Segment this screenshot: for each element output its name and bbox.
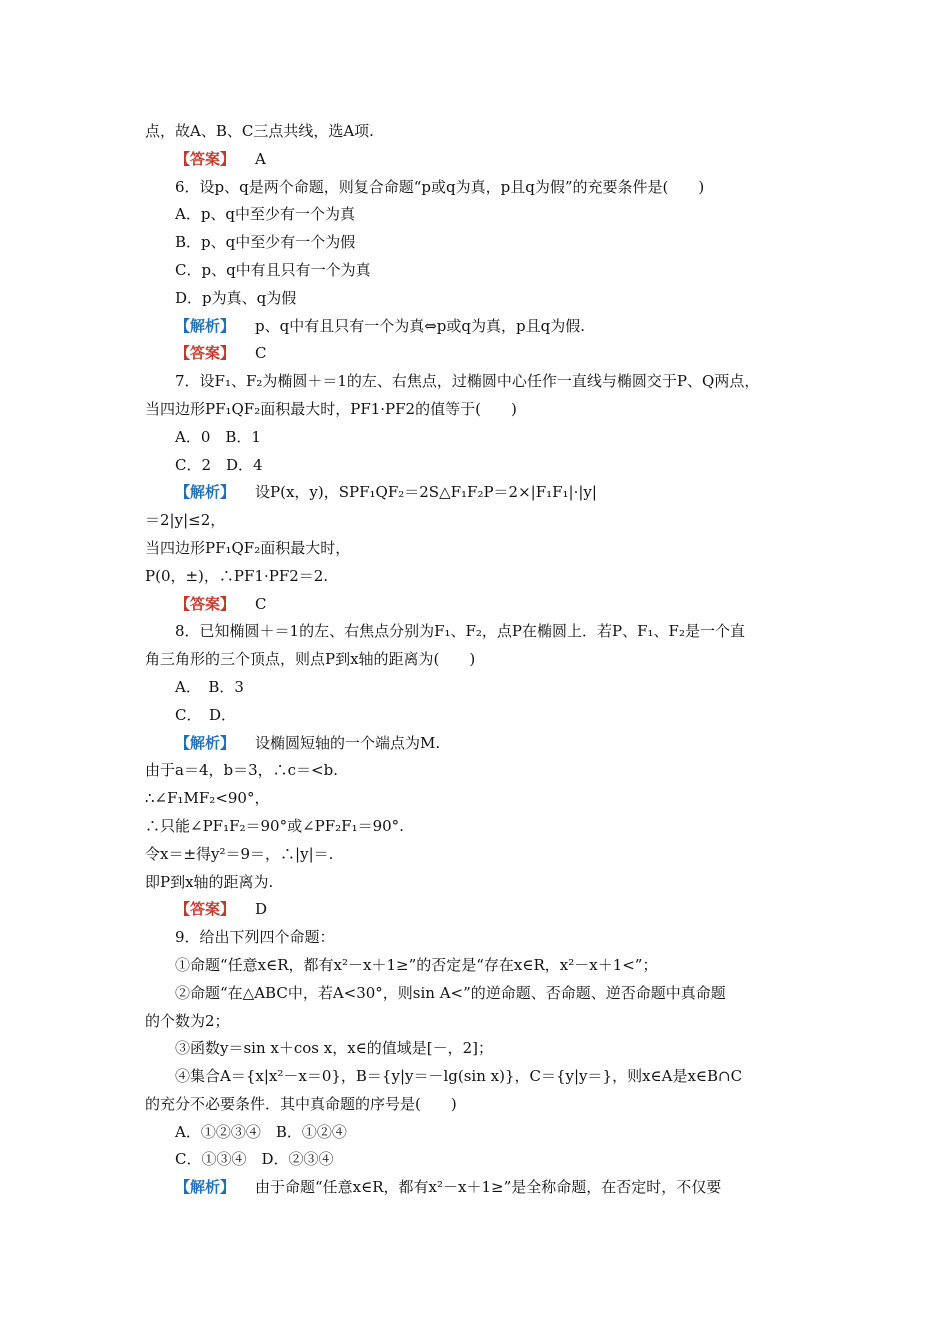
line-text: 8．已知椭圆＋＝1的左、右焦点分别为F₁、F₂，点P在椭圆上．若P、F₁、F₂是一个直	[175, 622, 745, 641]
text-line	[145, 424, 815, 452]
text-line	[145, 313, 815, 341]
text-line	[145, 1119, 815, 1147]
text-line	[145, 368, 815, 396]
line-text: ＝2|y|≤2，	[145, 511, 226, 530]
line-text: p、q中有且只有一个为真⇔p或q为真，p且q为假.	[255, 316, 585, 335]
document-body	[145, 118, 815, 1202]
text-line	[145, 646, 815, 674]
line-text: C． D．	[175, 705, 237, 724]
text-line	[145, 285, 815, 313]
text-line	[145, 924, 815, 952]
text-line	[145, 702, 815, 730]
text-line	[145, 618, 815, 646]
answer-label: 【答案】	[175, 149, 236, 168]
line-text: 设椭圆短轴的一个端点为M.	[255, 733, 441, 752]
line-text: 7．设F₁、F₂为椭圆＋＝1的左、右焦点，过椭圆中心任作一直线与椭圆交于P、Q两点，	[175, 372, 760, 391]
answer-label: 【答案】	[175, 900, 236, 919]
analysis-label: 【解析】	[175, 483, 236, 502]
line-text: 令x＝±得y²＝9＝，∴|y|＝.	[145, 844, 334, 863]
text-line	[145, 479, 815, 507]
text-line	[145, 841, 815, 869]
line-text: ①命题“任意x∈R，都有x²－x＋1≥”的否定是“存在x∈R，x²－x＋1<”；	[175, 955, 658, 974]
text-line	[145, 1146, 815, 1174]
line-text: 点，故A、B、C三点共线，选A项.	[145, 122, 374, 140]
text-line	[145, 591, 815, 619]
line-text: B．p、q中至少有一个为假	[175, 233, 356, 252]
line-text: 角三角形的三个顶点，则点P到x轴的距离为( )	[145, 650, 476, 669]
text-line	[145, 869, 815, 897]
text-line	[145, 896, 815, 924]
line-text: ③函数y＝sin x＋cos x，x∈的值域是[－，2]；	[175, 1039, 494, 1058]
text-line	[145, 952, 815, 980]
line-text: D	[255, 900, 268, 919]
line-text: C．①③④ D．②③④	[175, 1150, 334, 1169]
text-line	[145, 118, 815, 146]
analysis-label: 【解析】	[175, 733, 236, 752]
line-text: 的充分不必要条件．其中真命题的序号是( )	[145, 1094, 457, 1113]
line-text: 的个数为2；	[145, 1011, 230, 1030]
text-line	[145, 1174, 815, 1202]
line-text: 由于命题“任意x∈R，都有x²－x＋1≥”是全称命题，在否定时，不仅要	[255, 1178, 722, 1197]
text-line	[145, 396, 815, 424]
line-text: D．p为真、q为假	[175, 288, 297, 307]
line-text: A	[255, 149, 266, 168]
line-text: ④集合A＝{x|x²－x＝0}，B＝{y|y＝－lg(sin x)}，C＝{y|y＝}，则x∈A是x∈B∩C	[175, 1067, 743, 1086]
line-text: A．①②③④ B．①②④	[175, 1122, 347, 1141]
text-line	[145, 563, 815, 591]
text-line	[145, 730, 815, 758]
line-text: 设P(x，y)，SPF₁QF₂＝2S△F₁F₂P＝2×|F₁F₁|·|y|	[255, 483, 597, 502]
line-text: C．p、q中有且只有一个为真	[175, 260, 371, 279]
line-text: A．0 B．1	[175, 427, 261, 446]
line-text: 9．给出下列四个命题：	[175, 928, 335, 947]
text-line	[145, 174, 815, 202]
analysis-label: 【解析】	[175, 1178, 236, 1197]
line-text: 6．设p、q是两个命题，则复合命题“p或q为真，p且q为假”的充要条件是( )	[175, 177, 705, 196]
text-line	[145, 785, 815, 813]
line-text: A．p、q中至少有一个为真	[175, 205, 356, 224]
line-text: ∴∠F₁MF₂<90°，	[145, 789, 270, 808]
text-line	[145, 674, 815, 702]
text-line	[145, 146, 815, 174]
line-text: C	[255, 344, 267, 363]
text-line	[145, 757, 815, 785]
text-line	[145, 1008, 815, 1036]
answer-label: 【答案】	[175, 594, 236, 613]
answer-label: 【答案】	[175, 344, 236, 363]
line-text: 当四边形PF₁QF₂面积最大时，PF1·PF2的值等于( )	[145, 399, 517, 418]
text-line	[145, 1035, 815, 1063]
text-line	[145, 201, 815, 229]
line-text: A． B．3	[175, 677, 244, 696]
line-text: ②命题“在△ABC中，若A<30°，则sin A<”的逆命题、否命题、逆否命题中真命题	[175, 983, 726, 1002]
text-line	[145, 535, 815, 563]
text-line	[145, 507, 815, 535]
text-line	[145, 813, 815, 841]
text-line	[145, 229, 815, 257]
line-text: P(0，±)，∴PF1·PF2＝2.	[145, 566, 329, 585]
analysis-label: 【解析】	[175, 316, 236, 335]
line-text: C．2 D．4	[175, 455, 263, 474]
line-text: 即P到x轴的距离为.	[145, 872, 274, 891]
line-text: C	[255, 594, 267, 613]
line-text: 由于a＝4，b＝3，∴c＝<b.	[145, 761, 338, 780]
text-line	[145, 980, 815, 1008]
text-line	[145, 340, 815, 368]
line-text: ∴只能∠PF₁F₂＝90°或∠PF₂F₁＝90°.	[145, 816, 404, 835]
line-text: 当四边形PF₁QF₂面积最大时，	[145, 538, 351, 557]
text-line	[145, 1091, 815, 1119]
text-line	[145, 1063, 815, 1091]
text-line	[145, 452, 815, 480]
text-line	[145, 257, 815, 285]
